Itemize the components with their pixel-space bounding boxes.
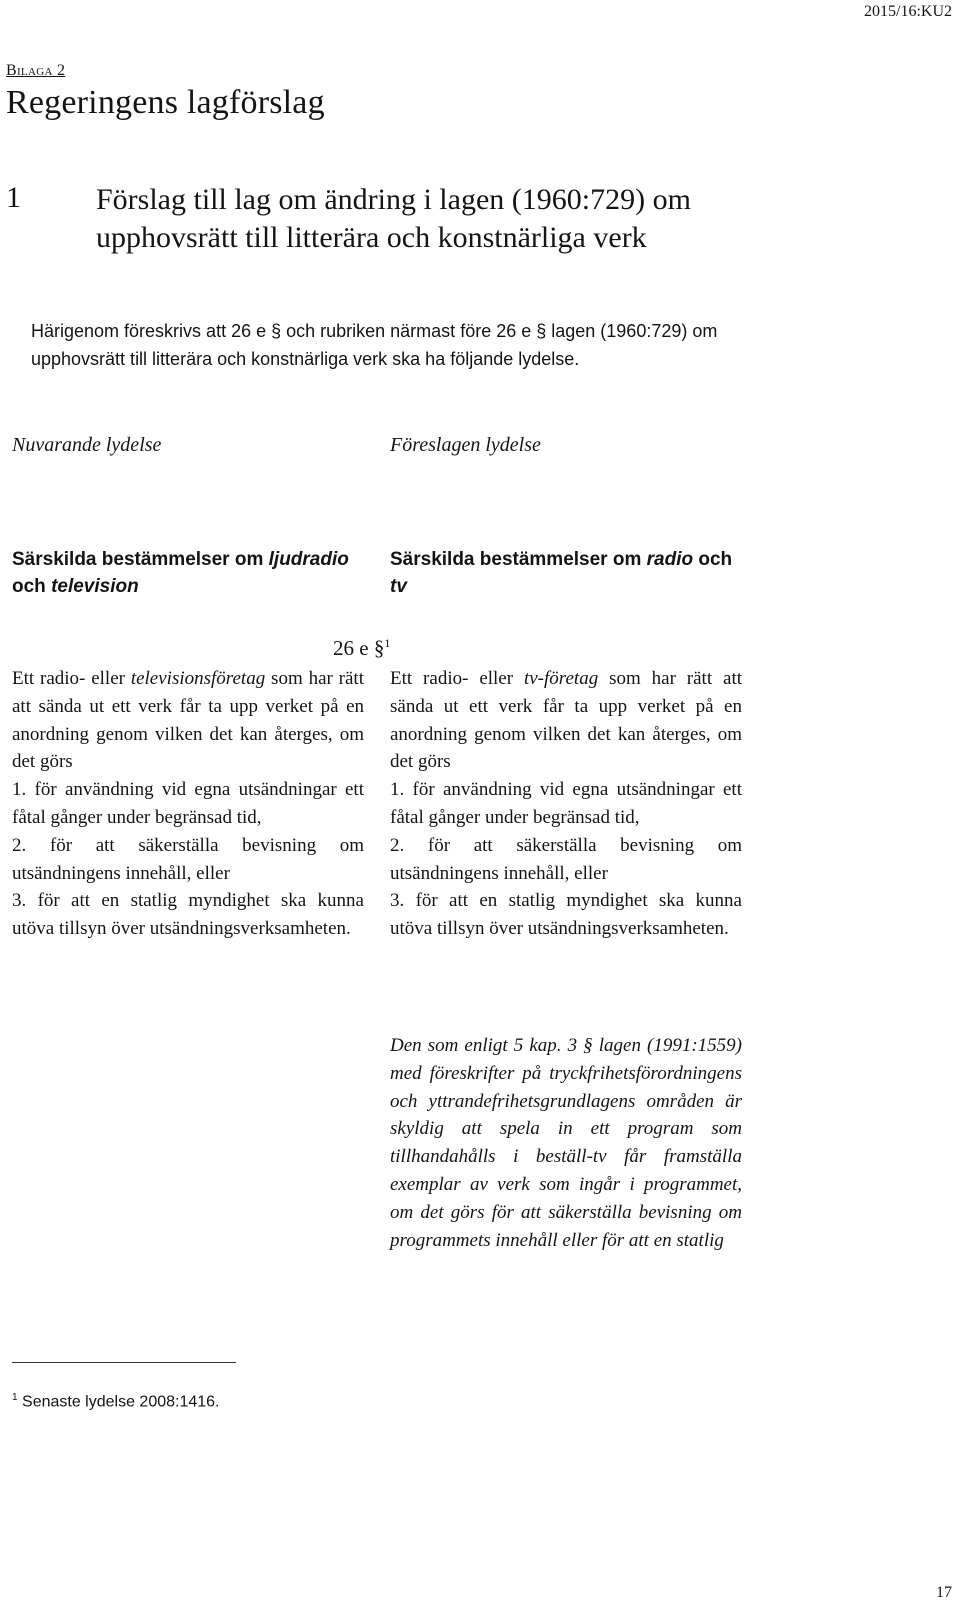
- document-reference: 2015/16:KU2: [864, 3, 952, 20]
- current-rubric-middle: och: [12, 576, 52, 597]
- current-lead-rest: som har rätt att sända ut ett verk får ta upp verket på en anordning genom vilken det kan återges, om det görs: [12, 668, 364, 773]
- current-item-2: 2. för att säkerställa bevisning om utsändningens innehåll, eller: [12, 834, 364, 884]
- paragraph-label: [333, 636, 390, 661]
- current-lead-prefix: Ett radio- eller: [12, 668, 131, 689]
- page-number: 17: [936, 1584, 952, 1601]
- current-rubric-prefix: Särskilda bestämmelser om: [12, 549, 269, 570]
- proposed-rubric-emphasis: radio: [646, 549, 694, 570]
- footnote-reference: 1: [384, 636, 391, 650]
- proposed-lead-paragraph: [390, 665, 742, 776]
- page-title: Regeringens lagförslag: [6, 84, 325, 121]
- proposed-lead-prefix: Ett radio- eller: [390, 668, 524, 689]
- current-rubric-emphasis: ljudradio: [268, 549, 349, 570]
- proposed-rubric-middle: och: [693, 549, 733, 570]
- appendix-label: Bilaga 2: [6, 62, 66, 79]
- proposed-rubric-prefix: Särskilda bestämmelser om: [390, 549, 647, 570]
- proposed-added-paragraph: Den som enligt 5 kap. 3 § lagen (1991:1559) med föreskrifter på tryckfrihetsförordningens och yttrandefrihetsgrundlagens områden är skyldig att spela in ett program som tillhandahålls i beställ-tv får framställa exemplar av verk som ingår i programmet, om det görs för att säkerställa bevisning om programmets innehåll eller för att en statlig: [390, 1035, 742, 1251]
- section-title: Förslag till lag om ändring i lagen (1960:729) om upphovsrätt till litterära och konstnärliga verk: [96, 183, 691, 254]
- proposed-lead-emphasis: tv-företag: [523, 668, 599, 689]
- footnote: [12, 1392, 220, 1411]
- current-rubric: [12, 546, 364, 600]
- current-item-1: 1. för användning vid egna utsändningar ett fåtal gånger under begränsad tid,: [12, 779, 364, 828]
- current-item-3: 3. för att en statlig myndighet ska kunna utöva tillsyn över utsändningsverksamheten.: [12, 890, 364, 940]
- paragraph-label-text: 26 e §: [333, 636, 385, 660]
- intro-paragraph: Härigenom föreskrivs att 26 e § och rubriken närmast före 26 e § lagen (1960:729) om upphovsrätt till litterära och konstnärliga verk ska ha följande lydelse.: [31, 321, 718, 369]
- section-number: 1: [6, 181, 21, 214]
- proposed-wording-heading: Föreslagen lydelse: [390, 434, 541, 456]
- proposed-rubric: [390, 546, 742, 600]
- proposed-rubric-suffix: tv: [390, 576, 407, 597]
- proposed-item-3: 3. för att en statlig myndighet ska kunna utöva tillsyn över utsändningsverksamheten.: [390, 890, 742, 940]
- current-rubric-suffix: television: [51, 576, 139, 597]
- footnote-divider: [12, 1362, 236, 1363]
- footnote-text: Senaste lydelse 2008:1416.: [22, 1393, 220, 1411]
- proposed-wording-text: [390, 665, 742, 943]
- proposed-lead-rest: som har rätt att sända ut ett verk får ta upp verket på en anordning genom vilken det kan återges, om det görs: [390, 668, 743, 773]
- current-wording-heading: Nuvarande lydelse: [12, 434, 162, 456]
- footnote-marker: 1: [12, 1392, 18, 1403]
- current-wording-text: [12, 665, 364, 943]
- proposed-item-1: 1. för användning vid egna utsändningar ett fåtal gånger under begränsad tid,: [390, 779, 742, 828]
- current-lead-emphasis: televisionsföretag: [130, 668, 266, 689]
- proposed-item-2: 2. för att säkerställa bevisning om utsändningens innehåll, eller: [390, 834, 742, 884]
- current-lead-paragraph: [12, 665, 364, 776]
